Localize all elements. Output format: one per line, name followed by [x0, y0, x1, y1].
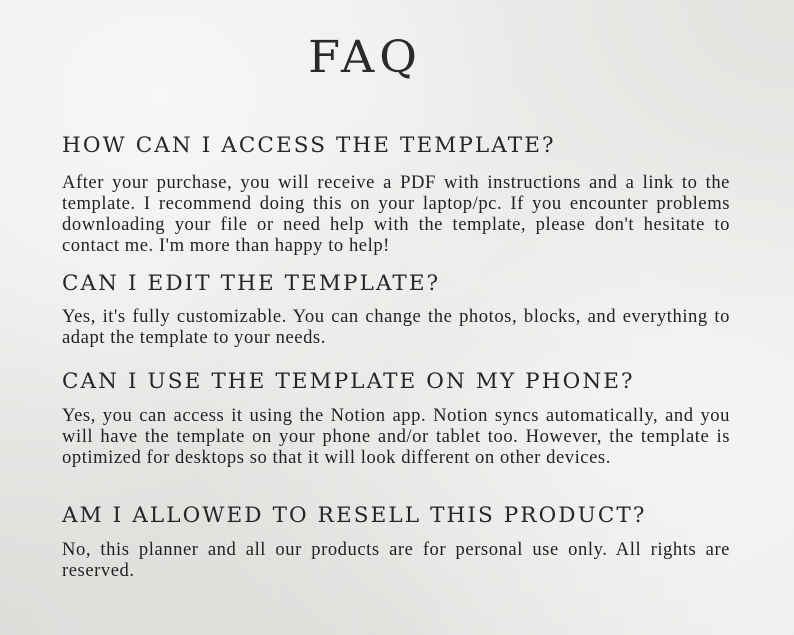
faq-question: HOW CAN I ACCESS THE TEMPLATE? [62, 133, 556, 158]
faq-item-use-on-phone [62, 368, 730, 468]
faq-question: CAN I USE THE TEMPLATE ON MY PHONE? [62, 369, 635, 394]
faq-item-edit-template [62, 270, 730, 348]
page-title: FAQ [308, 31, 422, 83]
faq-item-resell-product [62, 502, 730, 581]
faq-question: AM I ALLOWED TO RESELL THIS PRODUCT? [62, 503, 647, 528]
faq-answer: Yes, it's fully customizable. You can change the photos, blocks, and everything to adapt the template to your needs. [62, 306, 730, 348]
faq-question: CAN I EDIT THE TEMPLATE? [62, 271, 441, 296]
faq-answer: No, this planner and all our products are for personal use only. All rights are reserved. [62, 539, 730, 581]
faq-item-access-template [62, 132, 730, 256]
faq-answer: Yes, you can access it using the Notion app. Notion syncs automatically, and you will have the template on your phone and/or tablet too. However, the template is optimized for desktops so that it will look different on other devices. [62, 405, 730, 468]
faq-answer: After your purchase, you will receive a PDF with instructions and a link to the template. I recommend doing this on your laptop/pc. If you encounter problems downloading your file or need help with the template, please don't hesitate to contact me. I'm more than happy to help! [62, 172, 730, 256]
